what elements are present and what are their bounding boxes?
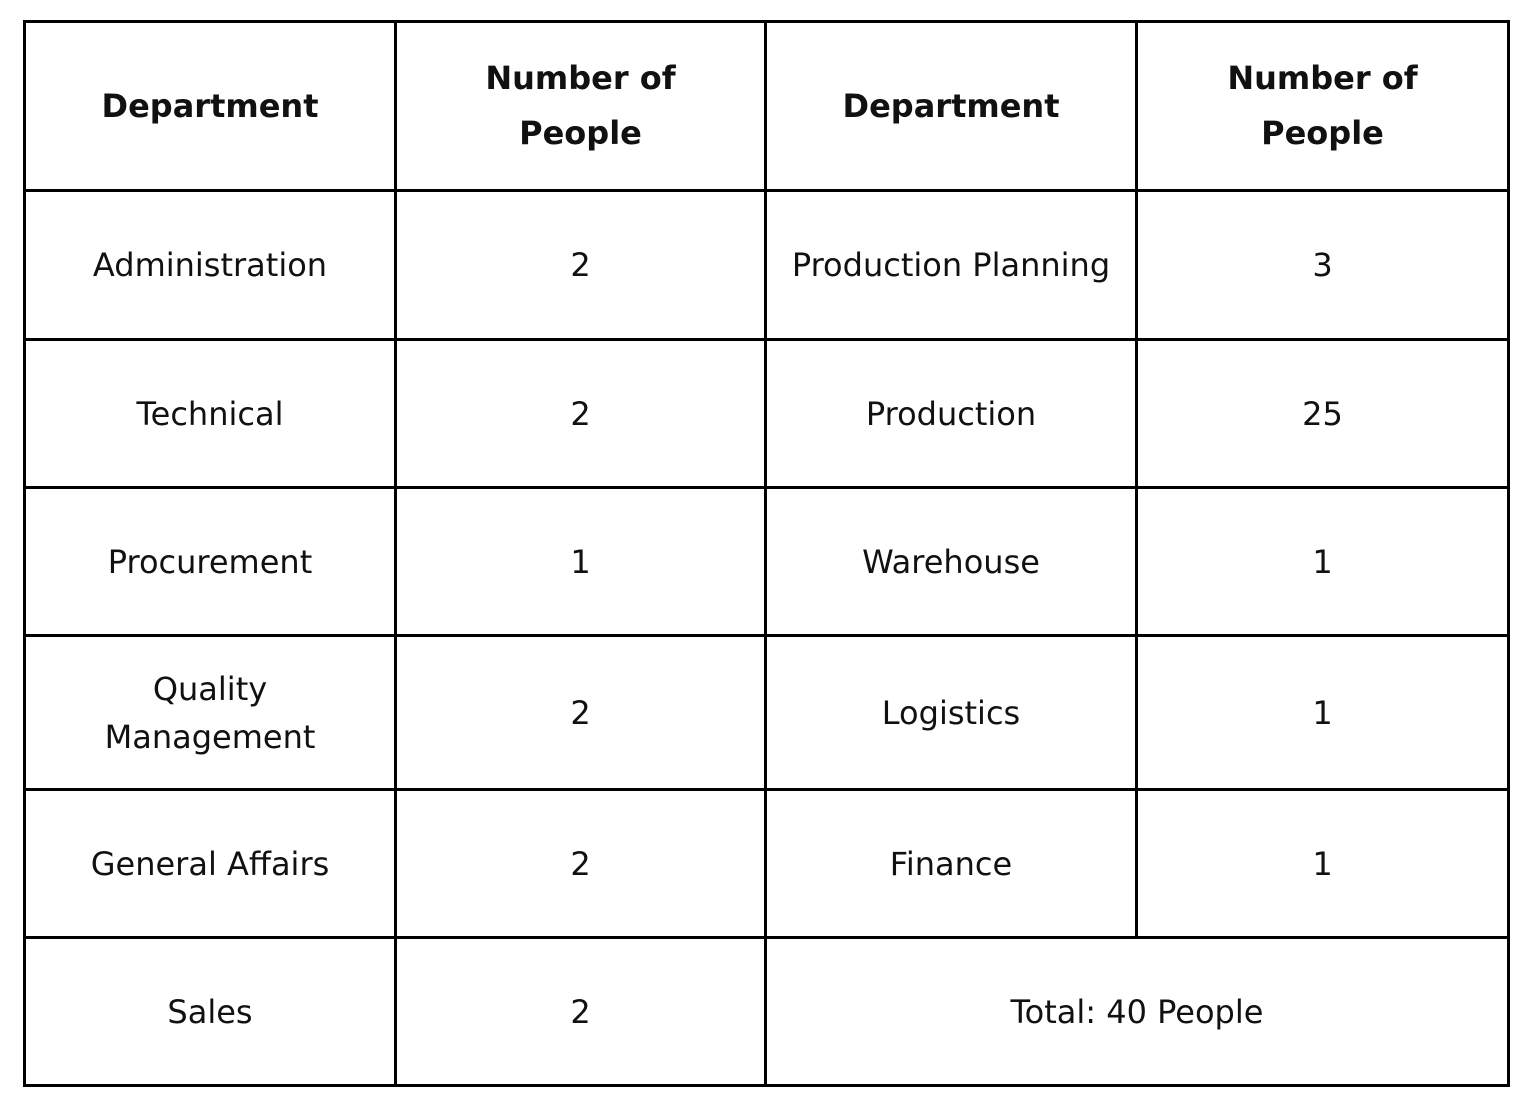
header-department-left: Department: [25, 22, 396, 191]
total-cell: Total: 40 People: [766, 938, 1509, 1086]
cell-department: [25, 636, 396, 790]
cell-count: 2: [396, 636, 766, 790]
table-header-row: [25, 22, 1509, 191]
cell-count: 1: [1137, 488, 1509, 636]
cell-department: Warehouse: [766, 488, 1137, 636]
table-row: [25, 790, 1509, 938]
cell-department-text: Quality Management: [104, 669, 316, 756]
header-people-right: Number of People: [1137, 22, 1509, 191]
table-row: [25, 340, 1509, 488]
cell-count: 1: [1137, 790, 1509, 938]
header-department-right: Department: [766, 22, 1137, 191]
cell-count: 3: [1137, 191, 1509, 340]
cell-department: Procurement: [25, 488, 396, 636]
cell-department: Sales: [25, 938, 396, 1086]
table-row: [25, 636, 1509, 790]
cell-department: Finance: [766, 790, 1137, 938]
department-table: [23, 20, 1510, 1087]
cell-department: Production: [766, 340, 1137, 488]
table-row: [25, 191, 1509, 340]
cell-count: 25: [1137, 340, 1509, 488]
cell-count: 2: [396, 340, 766, 488]
cell-count: 1: [1137, 636, 1509, 790]
cell-department: Technical: [25, 340, 396, 488]
cell-department: General Affairs: [25, 790, 396, 938]
cell-count: 2: [396, 790, 766, 938]
cell-count: 1: [396, 488, 766, 636]
cell-count: 2: [396, 938, 766, 1086]
cell-count: 2: [396, 191, 766, 340]
cell-department: Production Planning: [766, 191, 1137, 340]
table-row: [25, 488, 1509, 636]
cell-department: Logistics: [766, 636, 1137, 790]
header-people-left: Number of People: [396, 22, 766, 191]
table-row: [25, 938, 1509, 1086]
cell-department: Administration: [25, 191, 396, 340]
